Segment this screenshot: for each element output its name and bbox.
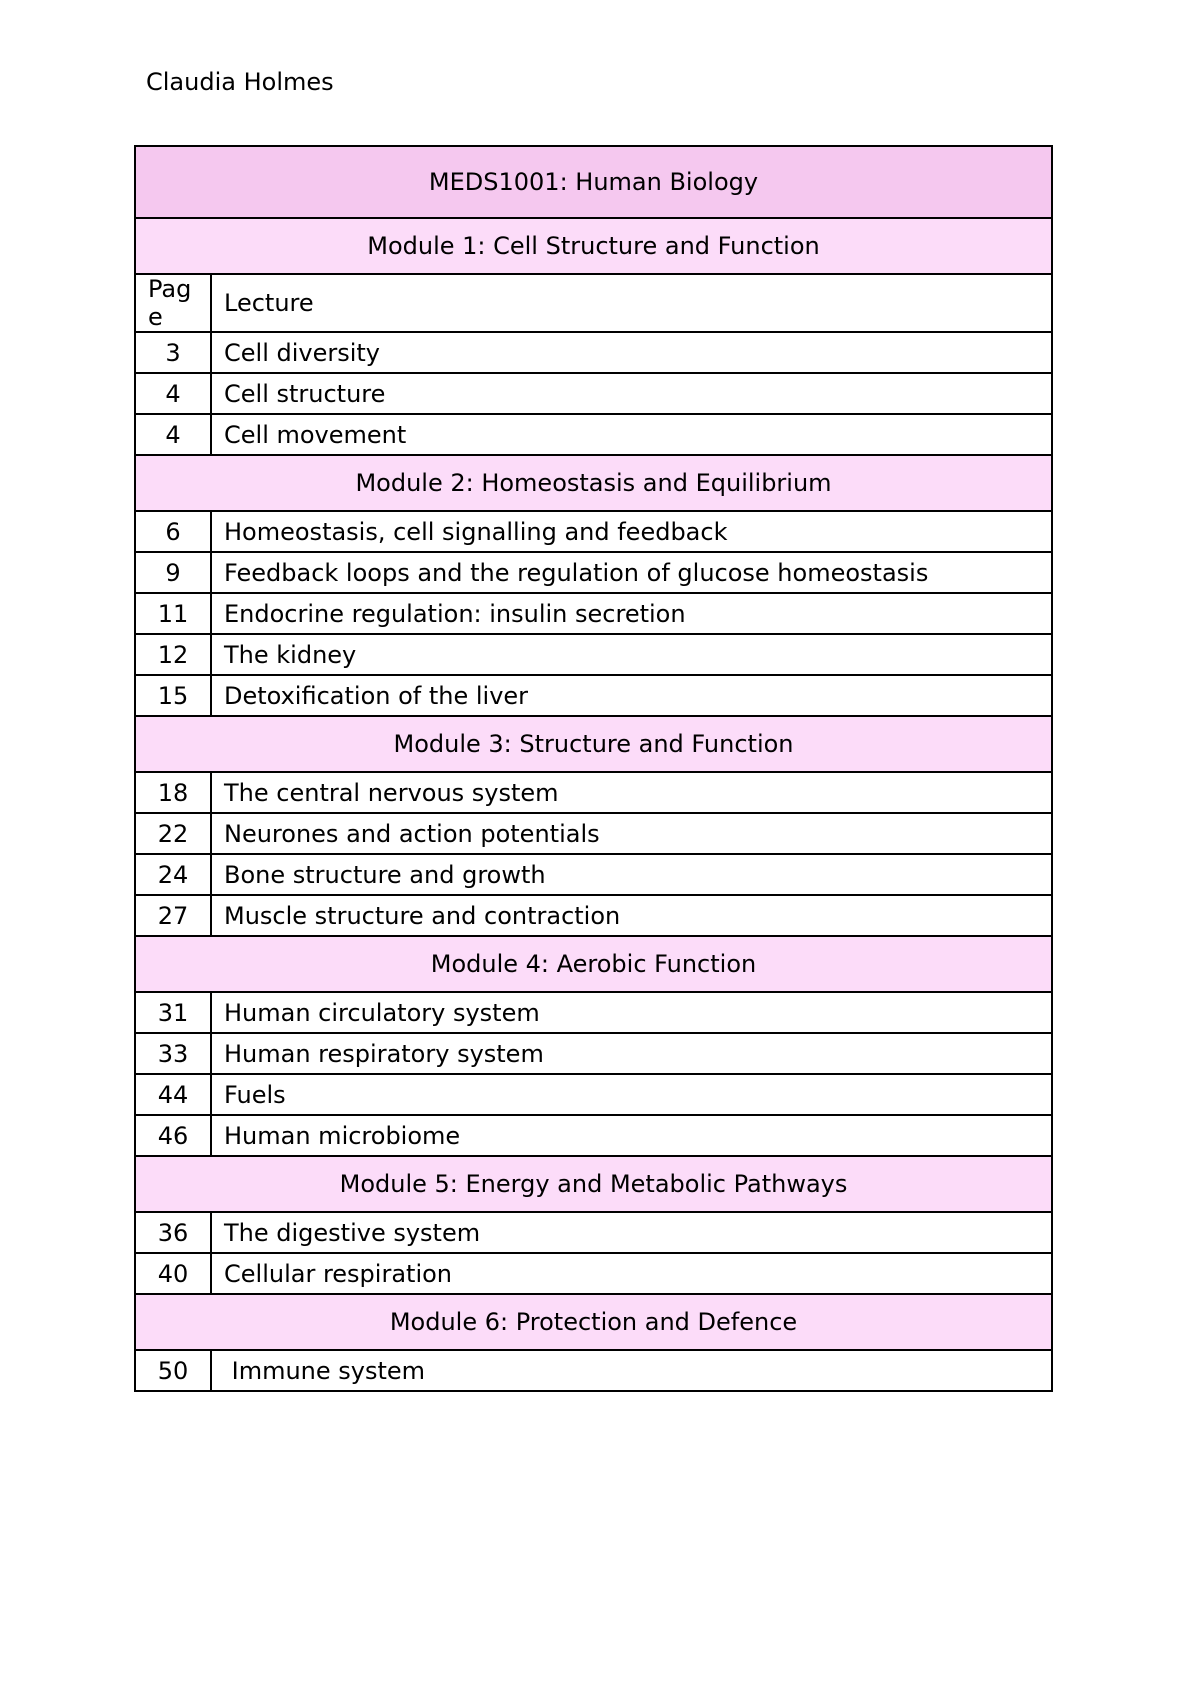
table-row — [135, 772, 1052, 813]
lecture-title: Muscle structure and contraction — [211, 895, 1052, 936]
page-number: 36 — [135, 1212, 211, 1253]
page-number: 11 — [135, 593, 211, 634]
lecture-title: Fuels — [211, 1074, 1052, 1115]
page-number: 46 — [135, 1115, 211, 1156]
module-title: Module 6: Protection and Defence — [135, 1294, 1052, 1350]
table-row — [135, 1074, 1052, 1115]
lecture-table-body — [135, 146, 1052, 1391]
module-title: Module 5: Energy and Metabolic Pathways — [135, 1156, 1052, 1212]
lecture-title: The kidney — [211, 634, 1052, 675]
page-column-header — [135, 274, 211, 332]
module-header-row — [135, 716, 1052, 772]
page-number: 9 — [135, 552, 211, 593]
module-header-row — [135, 1156, 1052, 1212]
lecture-title: Human respiratory system — [211, 1033, 1052, 1074]
table-row — [135, 332, 1052, 373]
table-row — [135, 511, 1052, 552]
page-number: 12 — [135, 634, 211, 675]
lecture-title: Homeostasis, cell signalling and feedback — [211, 511, 1052, 552]
page-number: 4 — [135, 373, 211, 414]
table-row — [135, 1115, 1052, 1156]
page-number: 15 — [135, 675, 211, 716]
lecture-title: Bone structure and growth — [211, 854, 1052, 895]
page-number: 40 — [135, 1253, 211, 1294]
course-title: MEDS1001: Human Biology — [135, 146, 1052, 218]
table-row — [135, 552, 1052, 593]
table-row — [135, 813, 1052, 854]
lecture-title: Cell movement — [211, 414, 1052, 455]
page-number: 18 — [135, 772, 211, 813]
page-number: 24 — [135, 854, 211, 895]
page-number: 27 — [135, 895, 211, 936]
lecture-title: Human microbiome — [211, 1115, 1052, 1156]
table-row — [135, 634, 1052, 675]
lecture-title: Cell diversity — [211, 332, 1052, 373]
lecture-title: Detoxification of the liver — [211, 675, 1052, 716]
lecture-title: Neurones and action potentials — [211, 813, 1052, 854]
table-row — [135, 675, 1052, 716]
page-number: 6 — [135, 511, 211, 552]
lecture-title: The central nervous system — [211, 772, 1052, 813]
table-row — [135, 593, 1052, 634]
table-row — [135, 414, 1052, 455]
lecture-title: The digestive system — [211, 1212, 1052, 1253]
module-title: Module 4: Aerobic Function — [135, 936, 1052, 992]
lecture-title: Immune system — [211, 1350, 1052, 1391]
table-row — [135, 895, 1052, 936]
lecture-title: Human circulatory system — [211, 992, 1052, 1033]
page-number: 4 — [135, 414, 211, 455]
module-header-row — [135, 218, 1052, 274]
page-header-line-2: e — [148, 303, 163, 331]
lecture-title: Cellular respiration — [211, 1253, 1052, 1294]
table-row — [135, 1253, 1052, 1294]
module-title: Module 2: Homeostasis and Equilibrium — [135, 455, 1052, 511]
page-number: 50 — [135, 1350, 211, 1391]
table-row — [135, 854, 1052, 895]
page-number: 31 — [135, 992, 211, 1033]
page-number: 3 — [135, 332, 211, 373]
lecture-title: Endocrine regulation: insulin secretion — [211, 593, 1052, 634]
column-header-row — [135, 274, 1052, 332]
table-row — [135, 992, 1052, 1033]
table-row — [135, 1033, 1052, 1074]
page-number: 44 — [135, 1074, 211, 1115]
lecture-column-header: Lecture — [211, 274, 1052, 332]
page-number: 33 — [135, 1033, 211, 1074]
table-row — [135, 1212, 1052, 1253]
lecture-title: Feedback loops and the regulation of glucose homeostasis — [211, 552, 1052, 593]
module-title: Module 1: Cell Structure and Function — [135, 218, 1052, 274]
author-name: Claudia Holmes — [146, 68, 334, 96]
module-title: Module 3: Structure and Function — [135, 716, 1052, 772]
module-header-row — [135, 1294, 1052, 1350]
course-title-row — [135, 146, 1052, 218]
lecture-title: Cell structure — [211, 373, 1052, 414]
module-header-row — [135, 936, 1052, 992]
module-header-row — [135, 455, 1052, 511]
page-number: 22 — [135, 813, 211, 854]
table-row — [135, 373, 1052, 414]
table-row — [135, 1350, 1052, 1391]
lecture-table — [134, 145, 1053, 1392]
page-header-line-1: Pag — [148, 275, 192, 303]
